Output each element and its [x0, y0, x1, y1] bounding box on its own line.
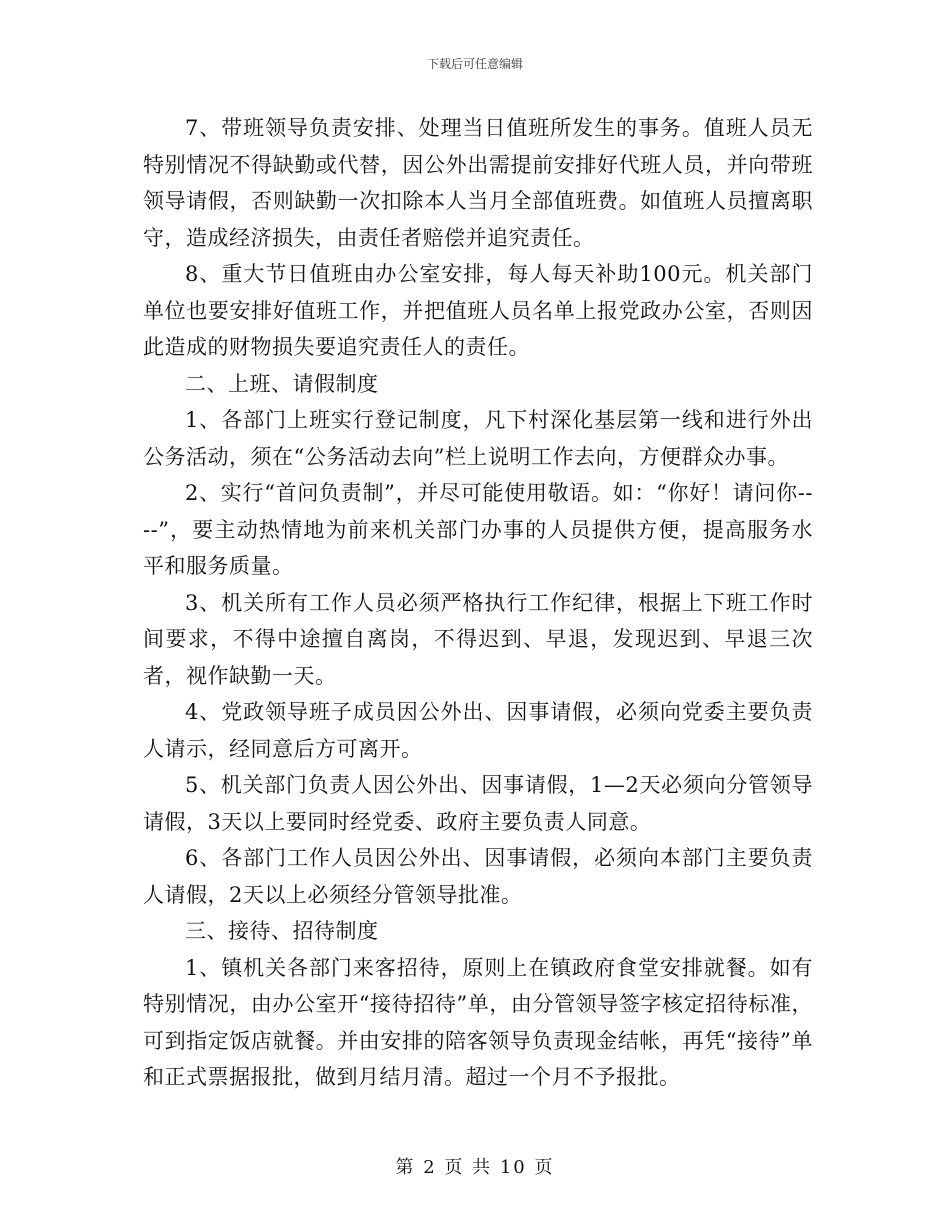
document-body	[143, 110, 813, 1096]
paragraph-dept-head-leave: 5、机关部门负责人因公外出、因事请假，1—2天必须向分管领导请假，3天以上要同时经党委、政府主要负责人同意。	[143, 773, 813, 834]
section-heading-reception: 三、接待、招待制度	[185, 919, 379, 943]
paragraph-holiday-duty: 8、重大节日值班由办公室安排，每人每天补助100元。机关部门单位也要安排好值班工作，并把值班人员名单上报党政办公室，否则因此造成的财物损失要追究责任人的责任。	[143, 262, 813, 359]
page-number-footer: 第 2 页 共 10 页	[395, 1157, 555, 1178]
paragraph-first-inquiry: 2、实行“首问负责制”，并尽可能使用敬语。如：“你好！请问你----”，要主动热情地为前来机关部门办事的人员提供方便，提高服务水平和服务质量。	[143, 481, 813, 578]
paragraph-work-discipline: 3、机关所有工作人员必须严格执行工作纪律，根据上下班工作时间要求，不得中途擅自离岗，不得迟到、早退，发现迟到、早退三次者，视作缺勤一天。	[143, 590, 813, 688]
paragraph-duty-leader: 7、带班领导负责安排、处理当日值班所发生的事务。值班人员无特别情况不得缺勤或代替，因公外出需提前安排好代班人员，并向带班领导请假，否则缺勤一次扣除本人当月全部值班费。如值班人员擅离职守，造成经济损失，由责任者赔偿并追究责任。	[143, 116, 813, 250]
paragraph-guest-reception: 1、镇机关各部门来客招待，原则上在镇政府食堂安排就餐。如有特别情况，由办公室开“接待招待”单，由分管领导签字核定招待标准，可到指定饭店就餐。并由安排的陪客领导负责现金结帐，再凭“接待”单和正式票据报批，做到月结月清。超过一个月不予报批。	[143, 955, 813, 1089]
paragraph-staff-leave: 6、各部门工作人员因公外出、因事请假，必须向本部门主要负责人请假，2天以上必须经分管领导批准。	[143, 846, 813, 907]
section-heading-attendance: 二、上班、请假制度	[185, 371, 379, 396]
paragraph-leader-leave: 4、党政领导班子成员因公外出、因事请假，必须向党委主要负责人请示，经同意后方可离开。	[143, 700, 813, 761]
header-note: 下载后可任意编辑	[426, 57, 523, 71]
paragraph-registration: 1、各部门上班实行登记制度，凡下村深化基层第一线和进行外出公务活动，须在“公务活动去向”栏上说明工作去向，方便群众办事。	[143, 408, 813, 469]
